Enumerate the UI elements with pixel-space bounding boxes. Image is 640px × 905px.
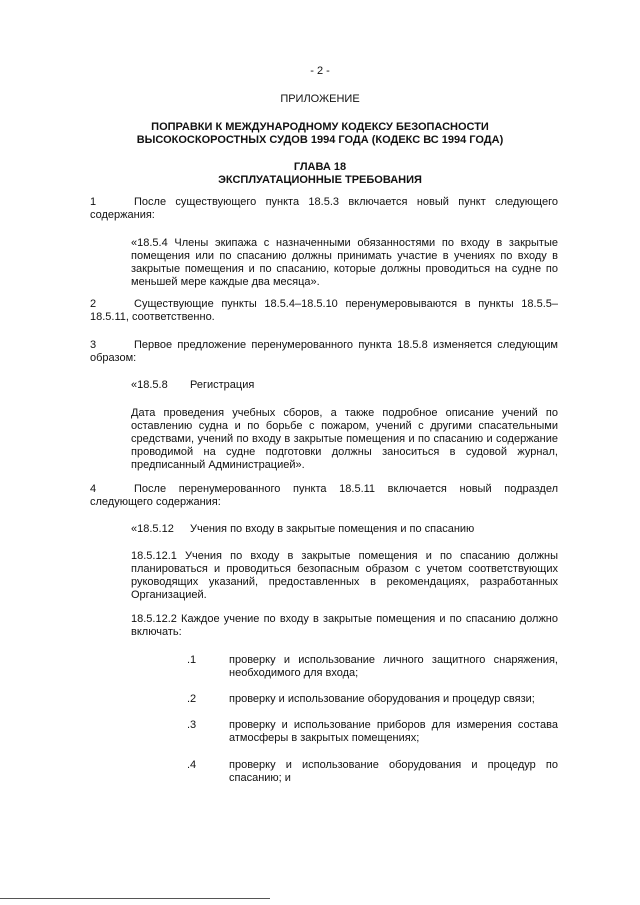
item-number: 2 [90,298,97,310]
subsection-number: «18.5.12 [131,523,174,535]
chapter-number: ГЛАВА 18 [293,161,347,173]
subitem-text: проверку и использование оборудования и процедур связи; [229,693,535,705]
registration-paragraph: Дата проведения учебных сборов, а также подробное описание учений по оставлению судна и по борьбе с пожаром, учений с другими спасательными средствами, учений по входу в закрытые помещения и по спасанию и содержание проводимой на судне подготовки должны заноситься в судовой журнал, предписанный Администрацией». [131,407,558,471]
subitem-text: проверку и использование личного защитного снаряжения, необходимого для входа; [229,654,558,679]
subitem-number: .4 [187,759,197,771]
item-text-line: После существующего пункта 18.5.3 включается новый пункт следующего [134,196,558,208]
item-number: 1 [90,196,97,208]
title-line-1: ПОПРАВКИ К МЕЖДУНАРОДНОМУ КОДЕКСУ БЕЗОПАСНОСТИ [151,121,489,133]
item-text-line: После перенумерованного пункта 18.5.11 включается новый подраздел [134,483,558,495]
subsection-title: Учения по входу в закрытые помещения и по спасанию [190,523,475,535]
item-text-line: 18.5.11, соответственно. [90,311,215,323]
paragraph-18-5-12-2: 18.5.12.2 Каждое учение по входу в закрытые помещения и по спасанию должно включать: [131,613,558,638]
subitem-number: .2 [187,693,197,705]
item-text-line: Существующие пункты 18.5.4–18.5.10 перенумеровываются в пункты 18.5.5– [134,298,558,310]
quoted-paragraph: «18.5.4 Члены экипажа с назначенными обязанностями по входу в закрытые помещения или по спасанию должны принимать участие в учениях по входу в закрытые помещения и по спасанию, которые должны проводиться на судне по меньшей мере каждые два месяца». [131,237,558,288]
footer-rule [0,898,270,899]
subitem-text: проверку и использование оборудования и процедур по спасанию; и [229,759,558,784]
paragraph-18-5-12-1: 18.5.12.1 Учения по входу в закрытые помещения и по спасанию должны планироваться и проводиться безопасным образом с учетом соответствующих руководящих указаний, предоставленных в рекомендациях, разработанных Организацией. [131,550,558,601]
subsection-number: «18.5.8 [131,379,168,391]
item-text-line: следующего содержания: [90,496,221,508]
subsection-title: Регистрация [190,379,255,391]
title-line-2: ВЫСОКОСКОРОСТНЫХ СУДОВ 1994 ГОДА (КОДЕКС ВС 1994 ГОДА) [136,134,504,146]
subitem-number: .1 [187,654,197,666]
item-text [90,339,558,365]
item-text [90,196,558,222]
item-text [90,298,558,324]
item-text-line: содержания: [90,209,155,221]
subitem-number: .3 [187,719,197,731]
chapter-title: ЭКСПЛУАТАЦИОННЫЕ ТРЕБОВАНИЯ [218,174,422,186]
item-text [90,483,558,509]
item-number: 3 [90,339,97,351]
item-text-line: Первое предложение перенумерованного пункта 18.5.8 изменяется следующим [134,339,558,351]
appendix-heading: ПРИЛОЖЕНИЕ [280,93,360,105]
item-text-line: образом: [90,352,137,364]
item-number: 4 [90,483,97,495]
subitem-text: проверку и использование приборов для измерения состава атмосферы в закрытых помещениях; [229,719,558,744]
page-number: - 2 - [310,65,330,77]
